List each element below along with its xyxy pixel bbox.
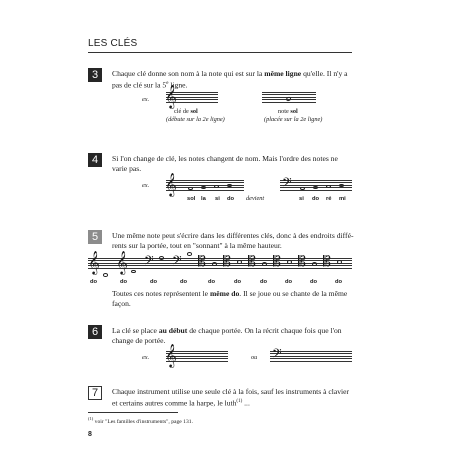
alto-clef-icon: 𝄡 (323, 255, 331, 270)
note-label: do (312, 196, 320, 202)
alto-clef-icon: 𝄡 (298, 255, 306, 270)
note-label: do (227, 196, 235, 202)
note-label: do (150, 279, 158, 285)
whole-note-icon (188, 187, 193, 191)
note-label: do (285, 279, 293, 285)
section-4-text: Si l'on change de clé, les notes changent de nom. Mais l'ordre des notes ne varie pas. (112, 154, 338, 173)
section-number-5: 5 (88, 230, 102, 244)
section-5-text: Une même note peut s'écrire dans les différentes clés, donc à des endroits diffé-rents sur la portée, tout en "sonnant" à la même hauteur. (112, 231, 354, 250)
whole-note-icon (313, 186, 318, 190)
page-number: 8 (88, 431, 92, 438)
section-number-7: 7 (88, 386, 102, 400)
caption-note-sol (278, 108, 298, 116)
text-span: voir "Les familles d'instruments", page 131. (93, 418, 193, 425)
section-number-6: 6 (88, 325, 102, 339)
whole-note-icon (227, 184, 232, 188)
alto-clef-icon: 𝄡 (273, 255, 281, 270)
whole-note-icon (131, 270, 136, 274)
whole-note-icon (287, 260, 292, 264)
bass-clef-icon: 𝄢 (282, 177, 292, 193)
example-label: ex. (142, 182, 150, 189)
section-7-text (112, 387, 354, 409)
note-label: do (208, 279, 216, 285)
text-span: note (278, 108, 291, 115)
note-label: do (120, 279, 128, 285)
superscript: (1) (236, 399, 243, 404)
whole-note-icon (337, 260, 342, 264)
bass-clef-icon: 𝄢 (172, 255, 182, 271)
alto-clef-icon: 𝄡 (223, 255, 231, 270)
section-6-text (112, 326, 354, 346)
section-5-caption (112, 289, 354, 309)
text-span: clé de (174, 108, 191, 115)
note-label: do (234, 279, 242, 285)
alto-clef-icon: 𝄡 (248, 255, 256, 270)
note-label: ré (326, 196, 332, 202)
section-number-3: 3 (88, 68, 102, 82)
whole-note-icon (103, 273, 108, 277)
bass-clef-icon: 𝄢 (272, 348, 282, 364)
bold-span: sol (290, 108, 298, 115)
note-label: do (90, 279, 98, 285)
caption-cle-de-sol-sub: (débute sur la 2e ligne) (166, 116, 225, 123)
whole-note-icon (212, 262, 217, 266)
treble-clef-icon: 𝄞 (116, 252, 128, 274)
whole-note-icon (187, 252, 192, 256)
footnote-rule (88, 412, 178, 413)
bold-span: sol (190, 108, 198, 115)
section-3-text (112, 69, 354, 91)
bold-span: au début (158, 326, 188, 335)
example-label: ex. (142, 354, 150, 361)
text-span: Chaque clé donne son nom à la note qui est sur la (112, 69, 265, 78)
note-label: sol (187, 196, 196, 202)
superscript: e (166, 81, 169, 86)
whole-note-icon (214, 185, 219, 189)
whole-note-icon (300, 187, 305, 191)
text-span: de chaque portée. On la récrit chaque fois que l'on change de portée. (112, 326, 342, 345)
whole-note-icon (326, 185, 331, 189)
bold-span: même ligne (264, 69, 302, 78)
whole-note-icon (159, 256, 164, 260)
note-label: do (310, 279, 318, 285)
text-span: qu'elle. Il n'y a pas de clé sur la 5 (112, 69, 348, 90)
note-label: mi (339, 196, 346, 202)
text-span: ligne. (168, 80, 188, 90)
devient-label: devient (246, 195, 265, 202)
text-span: Chaque instrument utilise une seule clé à la fois, sauf les instruments à clavier et certains autres comme la harpe, le luth (112, 387, 350, 408)
whole-note-icon (201, 186, 206, 190)
section-number-4: 4 (88, 153, 102, 167)
header-rule (88, 52, 352, 53)
ou-label: ou (251, 354, 258, 361)
note-label: do (260, 279, 268, 285)
whole-note-icon (262, 262, 267, 266)
text-span: Toutes ces notes représentent le (112, 289, 210, 298)
note-label: si (215, 196, 220, 202)
treble-clef-icon: 𝄞 (88, 252, 100, 274)
text-span: . Il se joue ou se chante de la même façon. (112, 289, 348, 308)
staff-bass-empty (270, 351, 352, 361)
note-label: si (299, 196, 304, 202)
text-span: ... (242, 398, 250, 408)
bass-clef-icon: 𝄢 (144, 255, 154, 271)
whole-note-icon (312, 262, 317, 266)
whole-note-icon (339, 184, 344, 188)
caption-cle-de-sol (174, 108, 198, 116)
note-label: la (201, 196, 206, 202)
note-label: do (335, 279, 343, 285)
treble-clef-icon: 𝄞 (165, 345, 177, 367)
whole-note-icon (237, 260, 242, 264)
page-header: LES CLÉS (88, 38, 138, 49)
treble-clef-icon: 𝄞 (165, 86, 177, 108)
example-label: ex. (142, 96, 150, 103)
treble-clef-icon: 𝄞 (165, 174, 177, 196)
text-span: La clé se place (112, 326, 159, 335)
bold-span: même do (209, 289, 240, 298)
alto-clef-icon: 𝄡 (198, 255, 206, 270)
note-label: do (180, 279, 188, 285)
caption-note-sol-sub: (placée sur la 2e ligne) (264, 116, 323, 123)
footnote (88, 416, 193, 425)
superscript: (1) (88, 416, 94, 421)
